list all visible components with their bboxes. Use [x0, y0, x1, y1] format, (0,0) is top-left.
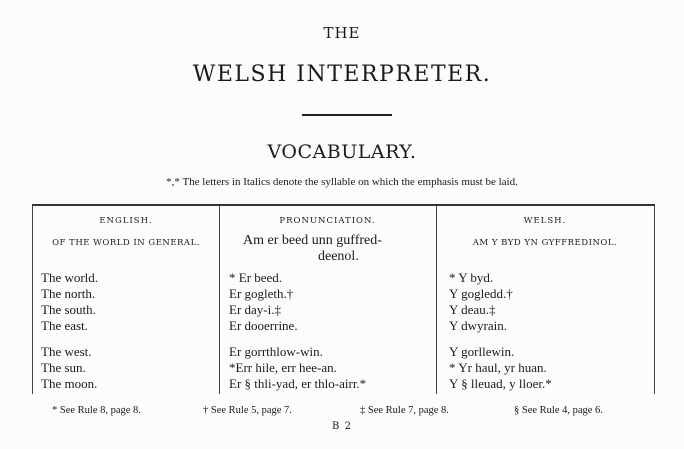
welsh-subtitle: AM Y BYD YN GYFFREDINOL.	[472, 238, 618, 248]
pronunciation-row: Er day-i.‡	[229, 302, 281, 317]
welsh-row: Y deau.‡	[449, 302, 496, 317]
footnote: * See Rule 8, page 8.	[52, 405, 141, 416]
english-row: The moon.	[41, 376, 98, 391]
book-title: WELSH INTERPRETER.	[192, 62, 492, 87]
footnote: ‡ See Rule 7, page 8.	[360, 405, 449, 416]
english-subtitle: OF THE WORLD IN GENERAL.	[52, 238, 200, 248]
pronunciation-subtitle: Am er beed unn guffred-	[243, 233, 382, 248]
welsh-row: Y gorllewin.	[449, 344, 515, 359]
welsh-row: Y § lleuad, y lloer.*	[449, 376, 552, 391]
pronunciation-row: Er gogleth.†	[229, 286, 294, 301]
pronunciation-row: * Er beed.	[229, 270, 283, 285]
title-divider	[302, 114, 392, 116]
welsh-row: Y gogledd.†	[449, 286, 513, 301]
english-row: The world.	[41, 270, 99, 285]
welsh-row: * Yr haul, yr huan.	[449, 360, 547, 375]
welsh-row: Y dwyrain.	[449, 318, 508, 333]
welsh-row: * Y byd.	[449, 270, 494, 285]
signature-mark: B 2	[332, 421, 352, 432]
welsh-header: WELSH.	[523, 216, 567, 226]
english-row: The sun.	[41, 360, 86, 375]
english-row: The west.	[41, 344, 92, 359]
pronunciation-subtitle-cont: deenol.	[318, 249, 359, 264]
footnote: § See Rule 4, page 6.	[514, 405, 603, 416]
english-row: The east.	[41, 318, 88, 333]
section-title: VOCABULARY.	[267, 141, 417, 163]
pronunciation-row: *Err hile, err hee-an.	[229, 360, 337, 375]
pronunciation-row: Er dooerrine.	[229, 318, 298, 333]
pronunciation-row: Er § thli-yad, er thlo-airr.*	[229, 376, 367, 391]
pronunciation-header: PRONUNCIATION.	[279, 216, 376, 226]
pronunciation-row: Er gorrthlow-win.	[229, 344, 323, 359]
footnote: † See Rule 5, page 7.	[203, 405, 292, 416]
english-header: ENGLISH.	[99, 216, 153, 226]
vocabulary-table	[32, 204, 655, 394]
column-divider	[219, 206, 220, 394]
english-row: The south.	[41, 302, 96, 317]
emphasis-note: *,* The letters in Italics denote the syllable on which the emphasis must be laid.	[166, 176, 518, 188]
running-title: THE	[323, 24, 361, 42]
column-divider	[436, 206, 437, 394]
english-row: The north.	[41, 286, 96, 301]
